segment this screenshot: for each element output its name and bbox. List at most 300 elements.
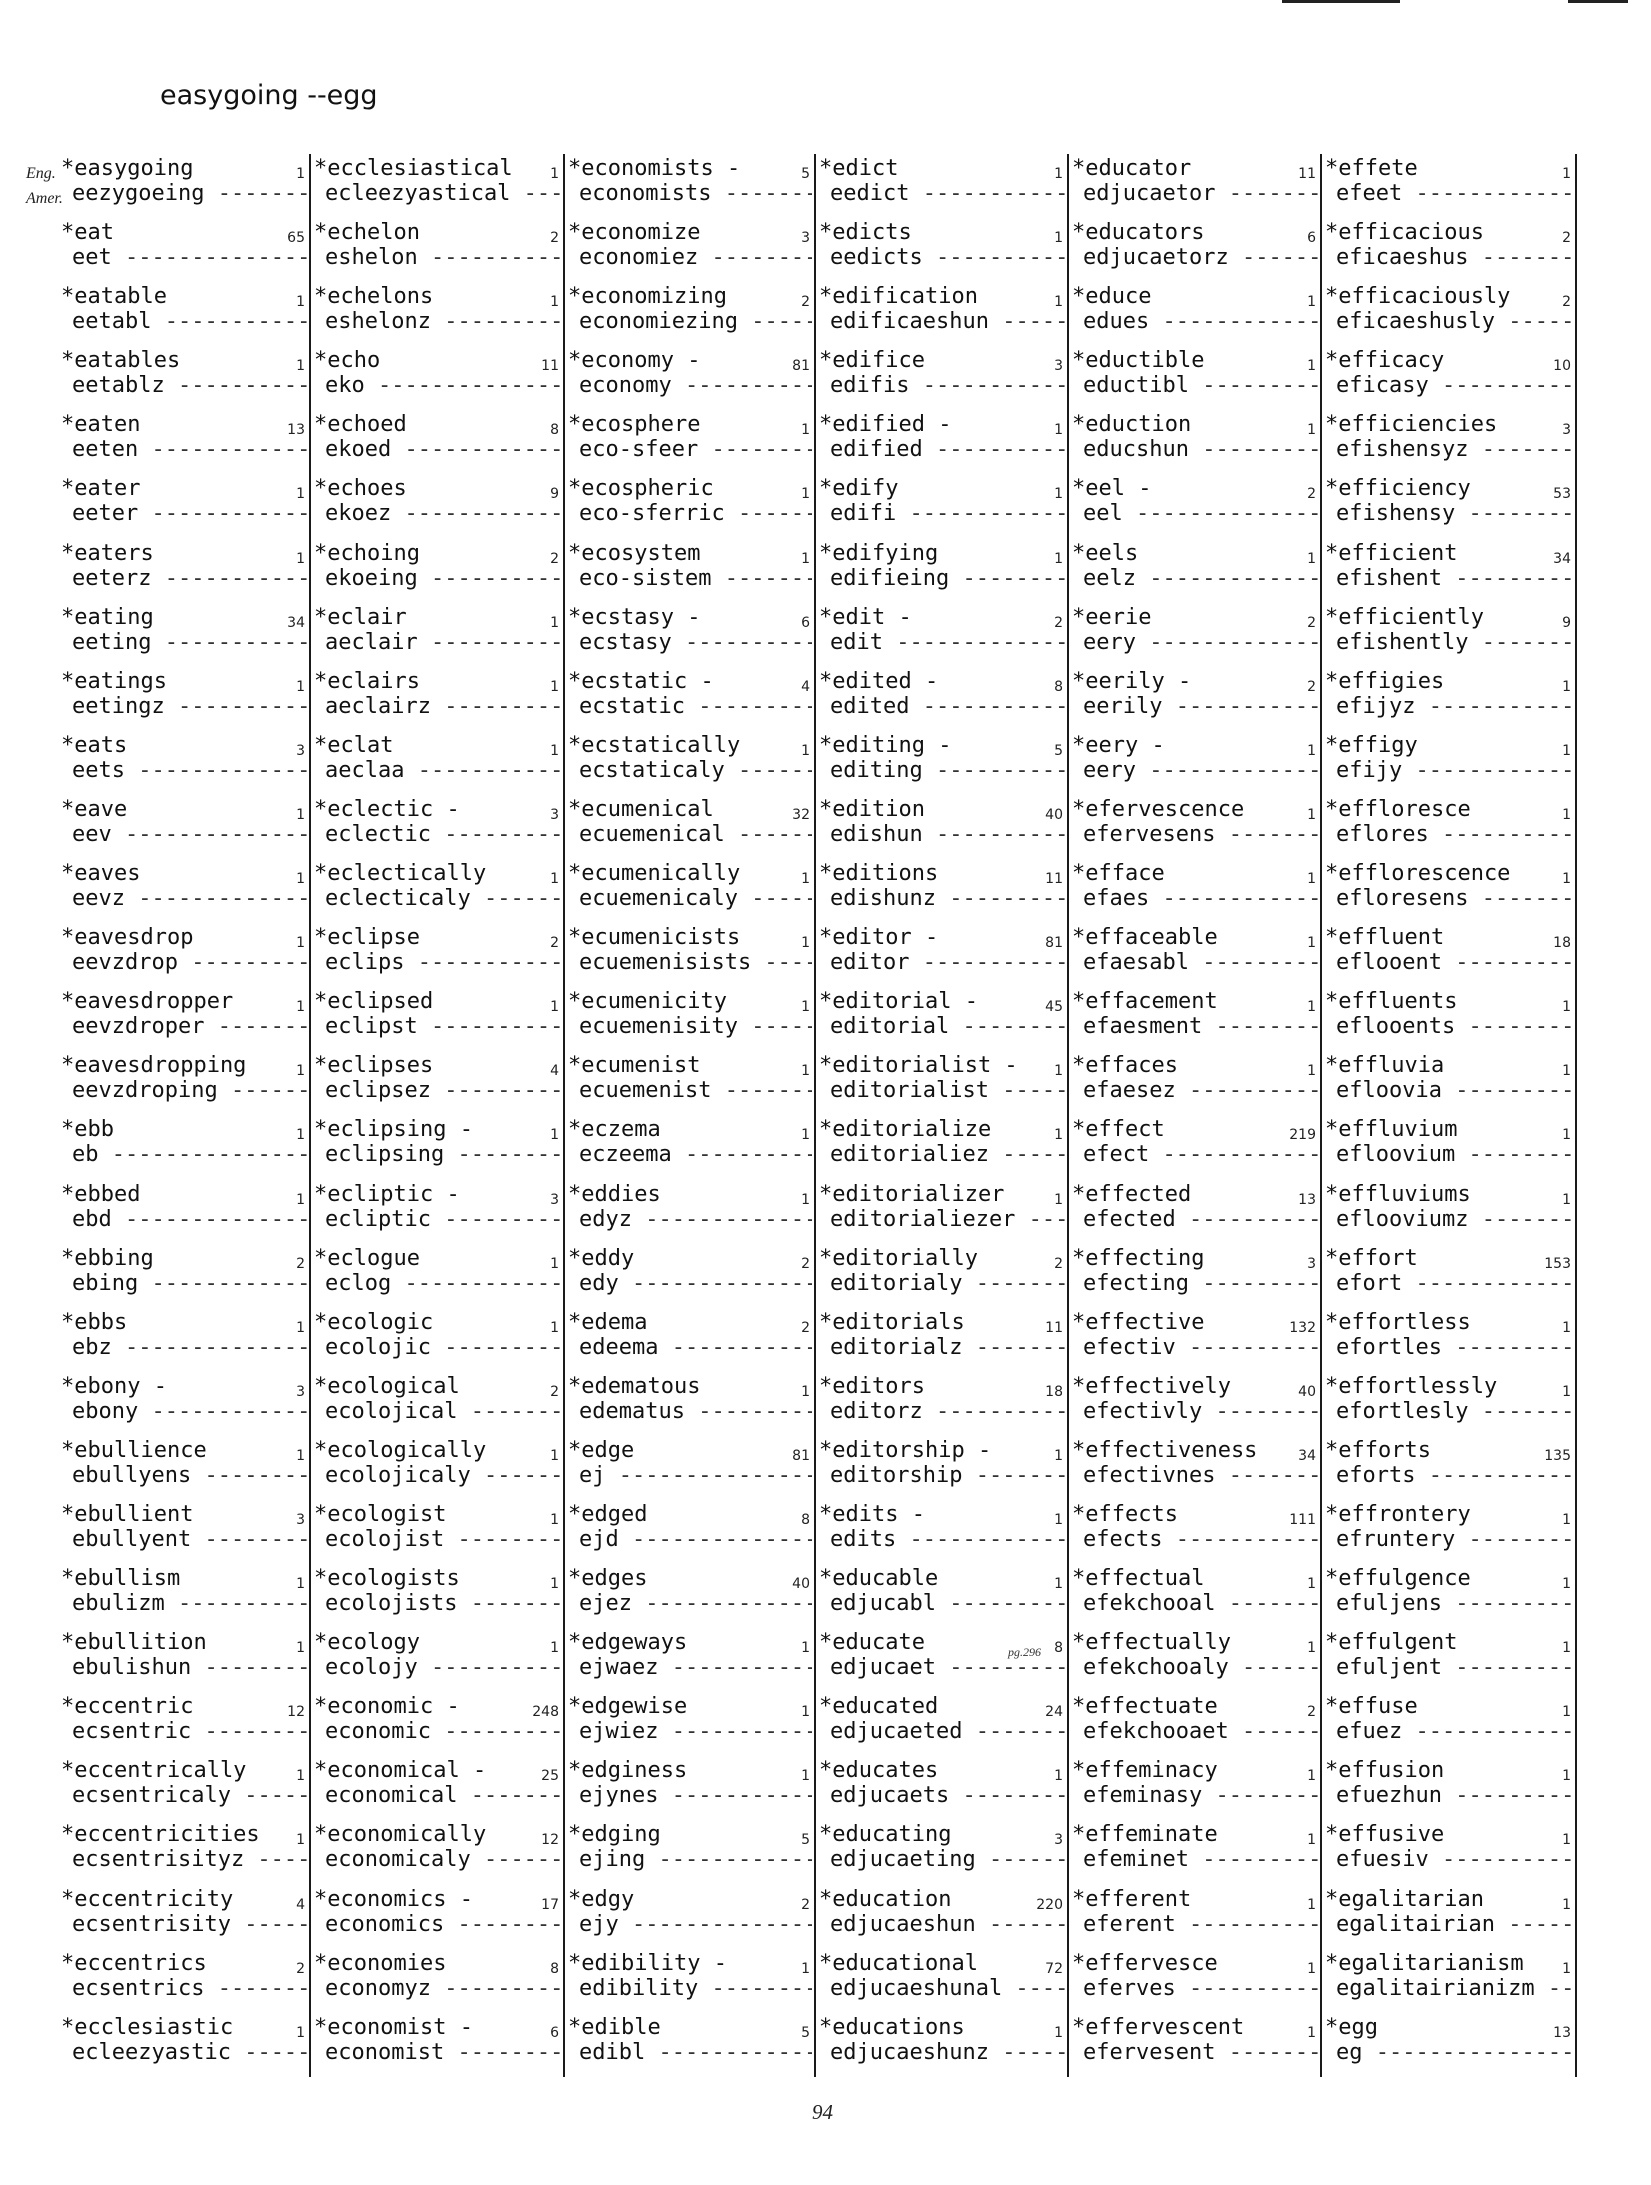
respelling: ebd ----- (72, 1207, 307, 1233)
respelling: eferent ----- (1083, 1912, 1318, 1938)
respelling: eco-sistem ----- (579, 566, 812, 592)
word-entry (1069, 218, 1322, 282)
frequency-count: 1 (1307, 1896, 1316, 1913)
word-entry (1069, 1180, 1322, 1244)
word-entry (58, 859, 311, 923)
headword: *ecologists (314, 1566, 460, 1592)
word-entry (565, 474, 816, 538)
headword: *effusion (1325, 1758, 1445, 1784)
respelling: egalitairianizm ----- (1336, 1976, 1573, 2002)
frequency-count: 12 (287, 1704, 305, 1721)
headword: *efficiency (1325, 476, 1471, 502)
headword: *egalitarianism (1325, 1950, 1524, 1976)
respelling: edematus ----- (579, 1399, 812, 1425)
frequency-count: 24 (1045, 1704, 1063, 1721)
headword: *ebb (61, 1117, 114, 1143)
frequency-count: 1 (1562, 742, 1571, 759)
headword: *effeminate (1072, 1822, 1218, 1848)
word-entry (58, 731, 311, 795)
headword: *edicts (819, 220, 912, 246)
respelling: eclips ----- (325, 950, 561, 976)
frequency-count: 1 (1054, 1511, 1063, 1528)
frequency-count: 1 (550, 294, 559, 311)
frequency-count: 1 (1054, 166, 1063, 182)
frequency-count: 1 (1562, 1383, 1571, 1400)
headword: *economize (568, 220, 701, 246)
headword: *edition (819, 796, 925, 822)
headword: *economic - (314, 1694, 460, 1720)
headword: *eater (61, 476, 141, 502)
headword: *eclipses (314, 1053, 434, 1079)
respelling: ecolojist ----- (325, 1527, 561, 1553)
headword: *effectiveness (1072, 1437, 1258, 1463)
respelling: edyz ----- (579, 1207, 812, 1233)
frequency-count: 1 (550, 614, 559, 631)
respelling: ejwaez ----- (579, 1655, 812, 1681)
english-label: Eng. (26, 165, 56, 182)
headword: *ecumenist (568, 1053, 701, 1079)
headword: *eavesdrop (61, 925, 194, 951)
respelling: editorialist ----- (830, 1078, 1065, 1104)
frequency-count: 1 (296, 1319, 305, 1336)
word-entry (816, 1564, 1069, 1628)
word-entry (58, 474, 311, 538)
respelling: editorialz ----- (830, 1335, 1065, 1361)
word-grid (58, 154, 1577, 2077)
word-entry (58, 1180, 311, 1244)
word-entry (565, 2013, 816, 2077)
frequency-count: 1 (1562, 1191, 1571, 1208)
headword: *ecologist (314, 1501, 447, 1527)
headword: *editorialize (819, 1117, 992, 1143)
headword: *economically (314, 1822, 487, 1848)
headword: *ebullism (61, 1566, 181, 1592)
respelling: edjucaeshunal ----- (830, 1976, 1065, 2002)
word-entry (816, 667, 1069, 731)
frequency-count: 72 (1045, 1960, 1063, 1977)
headword: *eclipsing - (314, 1117, 473, 1143)
word-entry (1322, 154, 1577, 218)
respelling: ebulishun ----- (72, 1655, 307, 1681)
respelling: ecliptic ----- (325, 1207, 561, 1233)
word-entry (1069, 1115, 1322, 1179)
headword: *educated (819, 1694, 939, 1720)
respelling: ecsentrics ----- (72, 1976, 307, 2002)
word-entry (1322, 1820, 1577, 1884)
respelling: eclipst ----- (325, 1014, 561, 1040)
frequency-count: 8 (550, 1960, 559, 1977)
respelling: eevz ----- (72, 886, 307, 912)
frequency-count: 1 (801, 935, 810, 952)
word-entry (58, 218, 311, 282)
word-entry (1069, 282, 1322, 346)
frequency-count: 1 (296, 358, 305, 375)
word-entry (1322, 1628, 1577, 1692)
frequency-count: 1 (1562, 999, 1571, 1016)
headword: *efface (1072, 861, 1165, 887)
word-entry (311, 1180, 565, 1244)
headword: *ebbs (61, 1309, 128, 1335)
word-entry (816, 410, 1069, 474)
frequency-count: 34 (1553, 550, 1571, 567)
word-entry (1322, 346, 1577, 410)
frequency-count: 135 (1544, 1447, 1571, 1464)
headword: *eclipse (314, 925, 420, 951)
frequency-count: 4 (296, 1896, 305, 1913)
respelling: ejy ----- (579, 1912, 812, 1938)
word-entry (311, 218, 565, 282)
word-entry (311, 1051, 565, 1115)
respelling: efuesiv ----- (1336, 1847, 1573, 1873)
frequency-count: 1 (296, 166, 305, 182)
headword: *ecstatic - (568, 668, 714, 694)
frequency-count: 17 (541, 1896, 559, 1913)
frequency-count: 1 (1562, 1576, 1571, 1593)
headword: *eats (61, 732, 128, 758)
frequency-count: 13 (287, 422, 305, 439)
headword: *educate (819, 1630, 925, 1656)
frequency-count: 1 (550, 1319, 559, 1336)
headword: *eaten (61, 412, 141, 438)
headword: *eels (1072, 540, 1139, 566)
respelling: efeminet ----- (1083, 1847, 1318, 1873)
headword: *ecospheric (568, 476, 714, 502)
word-entry (1322, 1436, 1577, 1500)
frequency-count: 1 (1054, 1576, 1063, 1593)
word-entry (816, 2013, 1069, 2077)
headword: *eat (61, 220, 114, 246)
frequency-count: 3 (1054, 358, 1063, 375)
headword: *effuse (1325, 1694, 1418, 1720)
headword: *edibility - (568, 1950, 727, 1976)
respelling: edy ----- (579, 1271, 812, 1297)
headword: *egalitarian (1325, 1886, 1484, 1912)
headword: *effacement (1072, 989, 1218, 1015)
headword: *ecclesiastical (314, 156, 513, 181)
word-entry (565, 1500, 816, 1564)
respelling: efervesent ----- (1083, 2040, 1318, 2066)
respelling: ekoed ----- (325, 437, 561, 463)
word-entry (565, 1949, 816, 2013)
respelling: ecstasy ----- (579, 630, 812, 656)
frequency-count: 25 (541, 1768, 559, 1785)
respelling: ecuemenicaly ----- (579, 886, 812, 912)
headword: *effervescent (1072, 2014, 1245, 2040)
respelling: eery ----- (1083, 758, 1318, 784)
respelling: efected ----- (1083, 1207, 1318, 1233)
respelling: eetabl ----- (72, 309, 307, 335)
word-entry (311, 667, 565, 731)
frequency-count: 1 (1054, 1127, 1063, 1144)
word-entry (1069, 859, 1322, 923)
frequency-count: 132 (1289, 1319, 1316, 1336)
word-entry (565, 1885, 816, 1949)
frequency-count: 5 (801, 1832, 810, 1849)
headword: *effusive (1325, 1822, 1445, 1848)
word-entry (1322, 1051, 1577, 1115)
frequency-count: 1 (1562, 1511, 1571, 1528)
headword: *effects (1072, 1501, 1178, 1527)
respelling: economist ----- (325, 2040, 561, 2066)
headword: *effectuate (1072, 1694, 1218, 1720)
frequency-count: 1 (801, 1704, 810, 1721)
frequency-count: 5 (1054, 742, 1063, 759)
frequency-count: 2 (1562, 294, 1571, 311)
word-entry (311, 795, 565, 859)
word-entry (1322, 539, 1577, 603)
word-entry (1069, 539, 1322, 603)
word-entry (565, 603, 816, 667)
word-entry (1069, 1949, 1322, 2013)
respelling: edishunz ----- (830, 886, 1065, 912)
frequency-count: 1 (296, 486, 305, 503)
word-entry (816, 346, 1069, 410)
headword: *effeminacy (1072, 1758, 1218, 1784)
respelling: edjucaeting ----- (830, 1847, 1065, 1873)
respelling: eelz ----- (1083, 566, 1318, 592)
headword: *edifice (819, 348, 925, 374)
frequency-count: 1 (801, 1960, 810, 1977)
respelling: ekoeing ----- (325, 566, 561, 592)
headword: *educators (1072, 220, 1205, 246)
headword: *eclairs (314, 668, 420, 694)
respelling: efuljens ----- (1336, 1591, 1573, 1617)
frequency-count: 1 (1307, 1832, 1316, 1849)
headword: *edit - (819, 604, 912, 630)
frequency-count: 1 (801, 1383, 810, 1400)
respelling: eery ----- (1083, 630, 1318, 656)
word-entry (1322, 1756, 1577, 1820)
respelling: eezygoeing ----- (72, 181, 307, 207)
respelling: edjucaeshunz ----- (830, 2040, 1065, 2066)
respelling: efectivnes ----- (1083, 1463, 1318, 1489)
respelling: ejwiez ----- (579, 1719, 812, 1745)
headword: *economist - (314, 2014, 473, 2040)
word-entry (816, 1372, 1069, 1436)
frequency-count: 2 (801, 1319, 810, 1336)
headword: *effaces (1072, 1053, 1178, 1079)
respelling: eficaeshusly ----- (1336, 309, 1573, 335)
respelling: edishun ----- (830, 822, 1065, 848)
frequency-count: 1 (801, 871, 810, 888)
word-entry (1322, 667, 1577, 731)
respelling: efectivly ----- (1083, 1399, 1318, 1425)
respelling: eflooent ----- (1336, 950, 1573, 976)
respelling: eetingz ----- (72, 694, 307, 720)
headword: *ebony - (61, 1373, 167, 1399)
word-entry (565, 1244, 816, 1308)
respelling: egalitairian ----- (1336, 1912, 1573, 1938)
respelling: eevzdrop ----- (72, 950, 307, 976)
frequency-count: 1 (801, 999, 810, 1016)
headword: *edifying (819, 540, 939, 566)
frequency-count: 1 (550, 1255, 559, 1272)
respelling: ecolojy ----- (325, 1655, 561, 1681)
word-entry (816, 859, 1069, 923)
frequency-count: 11 (1045, 871, 1063, 888)
respelling: ej ----- (579, 1463, 812, 1489)
frequency-count: 2 (550, 1383, 559, 1400)
frequency-count: 1 (1307, 2024, 1316, 2041)
frequency-count: 2 (801, 294, 810, 311)
frequency-count: 1 (1562, 806, 1571, 823)
headword: *eavesdropping (61, 1053, 247, 1079)
headword: *eccentric (61, 1694, 194, 1720)
frequency-count: 1 (296, 806, 305, 823)
frequency-count: 1 (296, 1832, 305, 1849)
word-entry (816, 1180, 1069, 1244)
word-entry (1322, 1949, 1577, 2013)
frequency-count: 1 (1562, 1960, 1571, 1977)
word-entry (58, 1820, 311, 1884)
headword: *effaceable (1072, 925, 1218, 951)
respelling: editorialiez ----- (830, 1142, 1065, 1168)
frequency-count: 1 (1307, 294, 1316, 311)
frequency-count: 18 (1045, 1383, 1063, 1400)
headword: *edged (568, 1501, 648, 1527)
respelling: eeten ----- (72, 437, 307, 463)
headword: *eel - (1072, 476, 1152, 502)
respelling: edits ----- (830, 1527, 1065, 1553)
word-entry (816, 1115, 1069, 1179)
respelling: edibility ----- (579, 1976, 812, 2002)
frequency-count: 8 (550, 422, 559, 439)
frequency-count: 1 (801, 486, 810, 503)
respelling: ecleezyastical ----- (325, 181, 561, 207)
respelling: ejd ----- (579, 1527, 812, 1553)
word-entry (565, 539, 816, 603)
word-entry (58, 282, 311, 346)
respelling: ecolojicaly ----- (325, 1463, 561, 1489)
frequency-count: 40 (1045, 806, 1063, 823)
frequency-count: 1 (1307, 1960, 1316, 1977)
respelling: eevzdroper ----- (72, 1014, 307, 1040)
frequency-count: 1 (550, 1127, 559, 1144)
word-entry (311, 1244, 565, 1308)
frequency-count: 1 (1562, 1640, 1571, 1657)
headword: *educational (819, 1950, 978, 1976)
american-label: Amer. (26, 190, 63, 207)
headword: *echoed (314, 412, 407, 438)
respelling: eg ----- (1336, 2040, 1573, 2066)
respelling: eflores ----- (1336, 822, 1573, 848)
word-entry (816, 154, 1069, 218)
headword: *educates (819, 1758, 939, 1784)
respelling: ejing ----- (579, 1847, 812, 1873)
frequency-count: 1 (1307, 742, 1316, 759)
headword: *economical - (314, 1758, 487, 1784)
headword: *economics - (314, 1886, 473, 1912)
headword: *ebullient (61, 1501, 194, 1527)
respelling: editing ----- (830, 758, 1065, 784)
frequency-count: 1 (1307, 1640, 1316, 1657)
word-entry (1069, 1308, 1322, 1372)
frequency-count: 1 (1307, 1576, 1316, 1593)
headword: *eductible (1072, 348, 1205, 374)
frequency-count: 11 (1045, 1319, 1063, 1336)
headword: *efficiently (1325, 604, 1484, 630)
frequency-count: 2 (1307, 678, 1316, 695)
word-entry (1069, 1628, 1322, 1692)
headword: *effortlessly (1325, 1373, 1498, 1399)
frequency-count: 1 (550, 742, 559, 759)
word-entry (311, 1372, 565, 1436)
respelling: edjucabl ----- (830, 1591, 1065, 1617)
respelling: educshun ----- (1083, 437, 1318, 463)
headword: *eatable (61, 284, 167, 310)
frequency-count: 1 (296, 1127, 305, 1144)
frequency-count: 1 (1307, 1768, 1316, 1785)
word-entry (1069, 1885, 1322, 1949)
word-entry (816, 1051, 1069, 1115)
headword: *educations (819, 2014, 965, 2040)
headword: *ecosystem (568, 540, 701, 566)
frequency-count: 12 (541, 1832, 559, 1849)
frequency-count: 6 (1307, 230, 1316, 247)
respelling: economicaly ----- (325, 1847, 561, 1873)
respelling: ebony ----- (72, 1399, 307, 1425)
respelling: editorialy ----- (830, 1271, 1065, 1297)
word-entry (311, 1756, 565, 1820)
respelling: efuezhun ----- (1336, 1783, 1573, 1809)
frequency-count: 1 (801, 1640, 810, 1657)
respelling: aeclair ----- (325, 630, 561, 656)
word-entry (816, 1308, 1069, 1372)
frequency-count: 1 (1307, 1063, 1316, 1080)
headword: *ecumenicity (568, 989, 727, 1015)
word-entry (58, 1949, 311, 2013)
frequency-count: 1 (296, 1576, 305, 1593)
respelling: edjucaetorz ----- (1083, 245, 1318, 271)
page-reference-note: pg.296 (1008, 1645, 1041, 1660)
frequency-count: 1 (296, 999, 305, 1016)
headword: *effluviums (1325, 1181, 1471, 1207)
word-entry (1069, 731, 1322, 795)
frequency-count: 1 (1054, 230, 1063, 247)
frequency-count: 10 (1553, 358, 1571, 375)
respelling: eczeema ----- (579, 1142, 812, 1168)
frequency-count: 1 (550, 1576, 559, 1593)
headword: *echelon (314, 220, 420, 246)
headword: *eccentrically (61, 1758, 247, 1784)
headword: *edgewise (568, 1694, 688, 1720)
headword: *ebbed (61, 1181, 141, 1207)
respelling: eclipsing ----- (325, 1142, 561, 1168)
word-entry (58, 1244, 311, 1308)
headword: *editorship - (819, 1437, 992, 1463)
respelling: editorz ----- (830, 1399, 1065, 1425)
word-entry (311, 282, 565, 346)
respelling: efaesment ----- (1083, 1014, 1318, 1040)
word-entry (311, 1885, 565, 1949)
frequency-count: 11 (541, 358, 559, 375)
headword: *ecliptic - (314, 1181, 460, 1207)
word-entry (565, 859, 816, 923)
respelling: ebz ----- (72, 1335, 307, 1361)
frequency-count: 1 (1562, 1832, 1571, 1849)
page-number: 94 (812, 2100, 833, 2124)
headword: *effortless (1325, 1309, 1471, 1335)
word-entry (58, 1628, 311, 1692)
frequency-count: 1 (1562, 1319, 1571, 1336)
word-entry (311, 1820, 565, 1884)
word-entry (565, 410, 816, 474)
word-entry (565, 218, 816, 282)
headword: *effluvia (1325, 1053, 1445, 1079)
headword: *effect (1072, 1117, 1165, 1143)
frequency-count: 3 (296, 1511, 305, 1528)
frequency-count: 3 (296, 1383, 305, 1400)
